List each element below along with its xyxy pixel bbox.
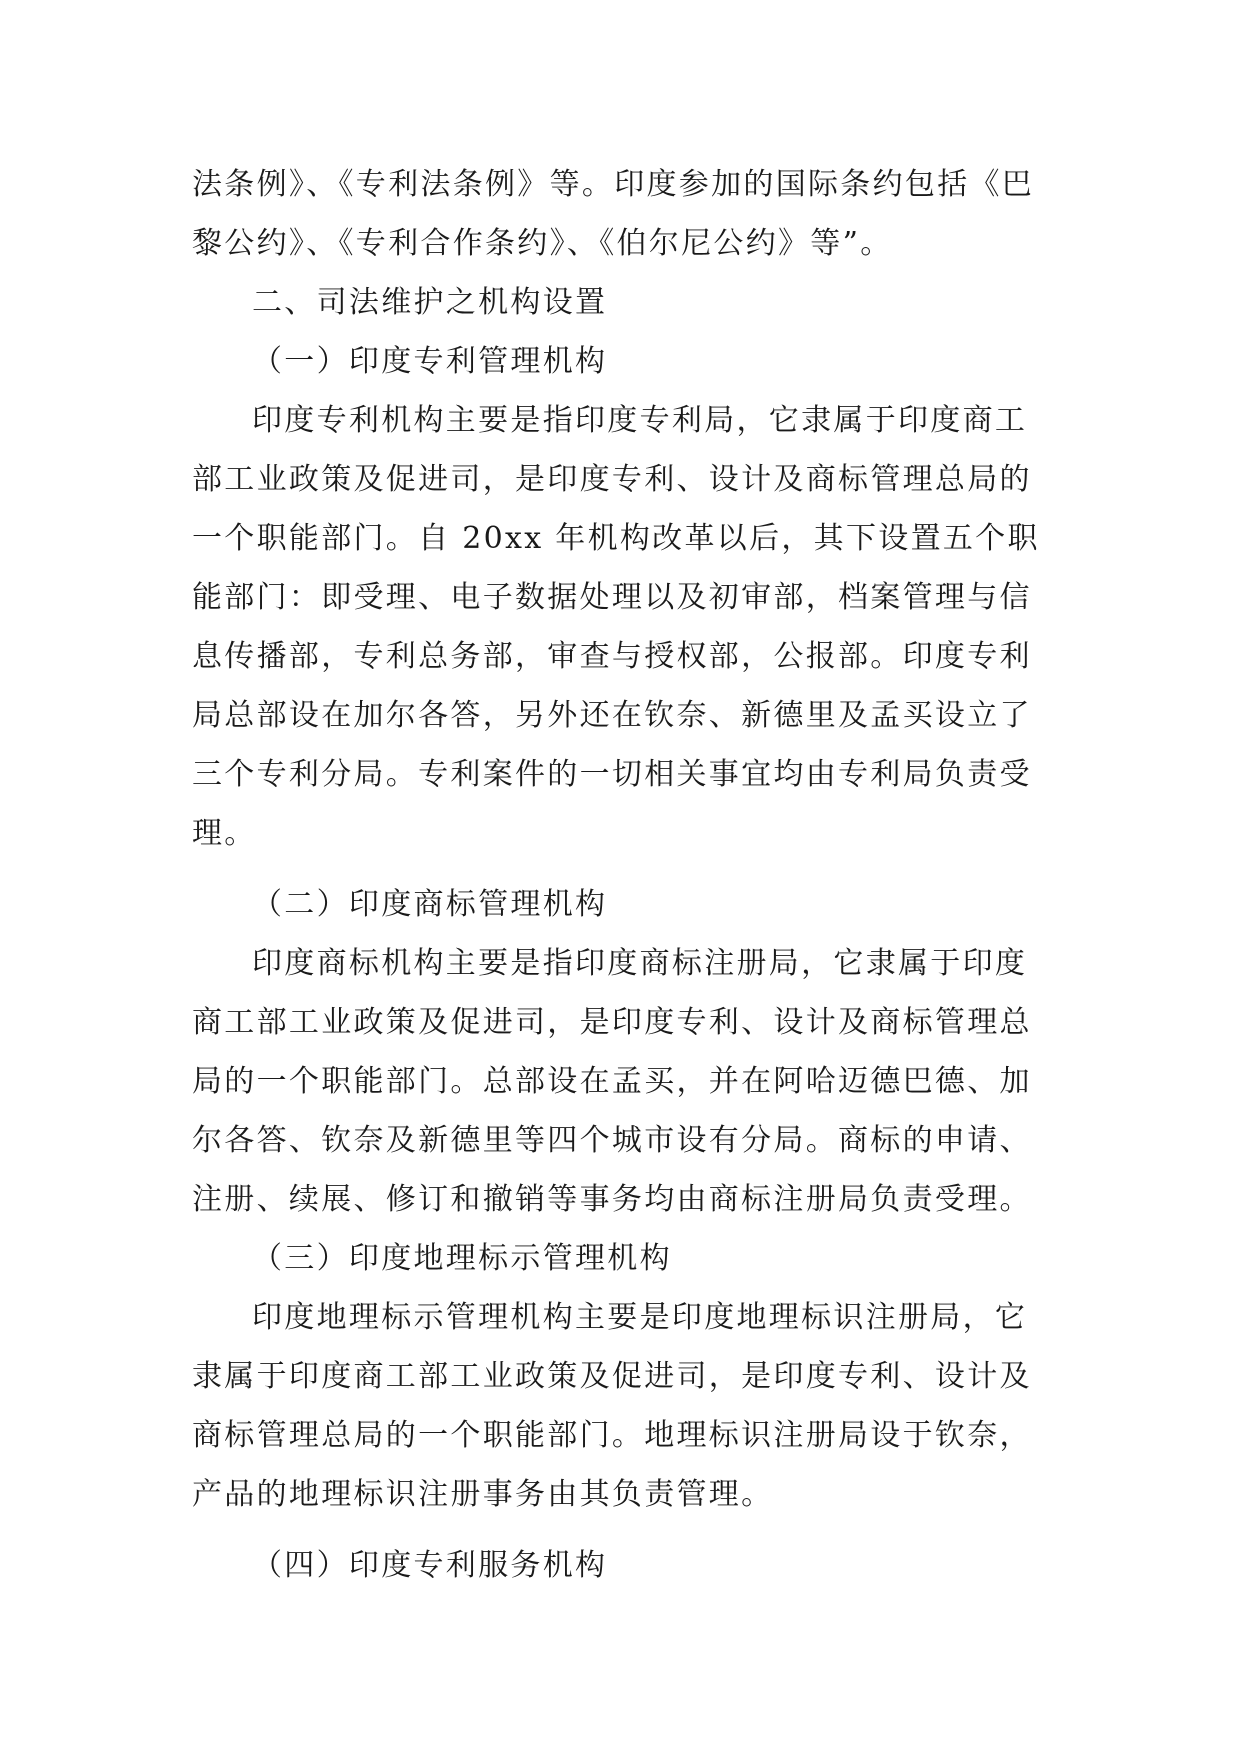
text-line: 商工部工业政策及促进司，是印度专利、设计及商标管理总 — [192, 1005, 1032, 1040]
text-line: 部工业政策及促进司，是印度专利、设计及商标管理总局的 — [192, 462, 1032, 497]
paragraph-first-line: 印度专利机构主要是指印度专利局，它隶属于印度商工 — [252, 403, 1028, 438]
subsection-heading: （二）印度商标管理机构 — [252, 887, 608, 922]
text-line: 法条例》、《专利法条例》等。印度参加的国际条约包括《巴 — [192, 167, 1035, 202]
text-line: 局的一个职能部门。总部设在孟买，并在阿哈迈德巴德、加 — [192, 1064, 1032, 1099]
text-line: 隶属于印度商工部工业政策及促进司，是印度专利、设计及 — [192, 1359, 1032, 1394]
document-body — [192, 155, 1052, 1595]
subsection-heading: （一）印度专利管理机构 — [252, 344, 608, 379]
paragraph-first-line: 印度地理标示管理机构主要是印度地理标识注册局，它 — [252, 1300, 1028, 1335]
text-line: 商标管理总局的一个职能部门。地理标识注册局设于钦奈， — [192, 1418, 1032, 1453]
text-line: 注册、续展、修订和撤销等事务均由商标注册局负责受理。 — [192, 1182, 1032, 1217]
text-line: 息传播部，专利总务部，审查与授权部，公报部。印度专利 — [192, 639, 1032, 674]
text-line: 局总部设在加尔各答，另外还在钦奈、新德里及孟买设立了 — [192, 698, 1032, 733]
text-line: 三个专利分局。专利案件的一切相关事宜均由专利局负责受 — [192, 757, 1032, 792]
text-line: 尔各答、钦奈及新德里等四个城市设有分局。商标的申请、 — [192, 1123, 1032, 1158]
text-line: 理。 — [192, 816, 257, 851]
text-line: 产品的地理标识注册事务由其负责管理。 — [192, 1477, 774, 1512]
paragraph-gap — [192, 1524, 1052, 1536]
text-line: 一个职能部门。自 20xx 年机构改革以后，其下设置五个职 — [192, 521, 1040, 556]
section-heading: 二、司法维护之机构设置 — [252, 285, 608, 320]
text-line: 能部门：即受理、电子数据处理以及初审部，档案管理与信 — [192, 580, 1032, 615]
subsection-heading: （三）印度地理标示管理机构 — [252, 1241, 672, 1276]
subsection-heading: （四）印度专利服务机构 — [252, 1548, 608, 1583]
paragraph-first-line: 印度商标机构主要是指印度商标注册局，它隶属于印度 — [252, 946, 1028, 981]
text-line: 黎公约》、《专利合作条约》、《伯尔尼公约》等”。 — [192, 226, 893, 261]
paragraph-gap — [192, 863, 1052, 875]
